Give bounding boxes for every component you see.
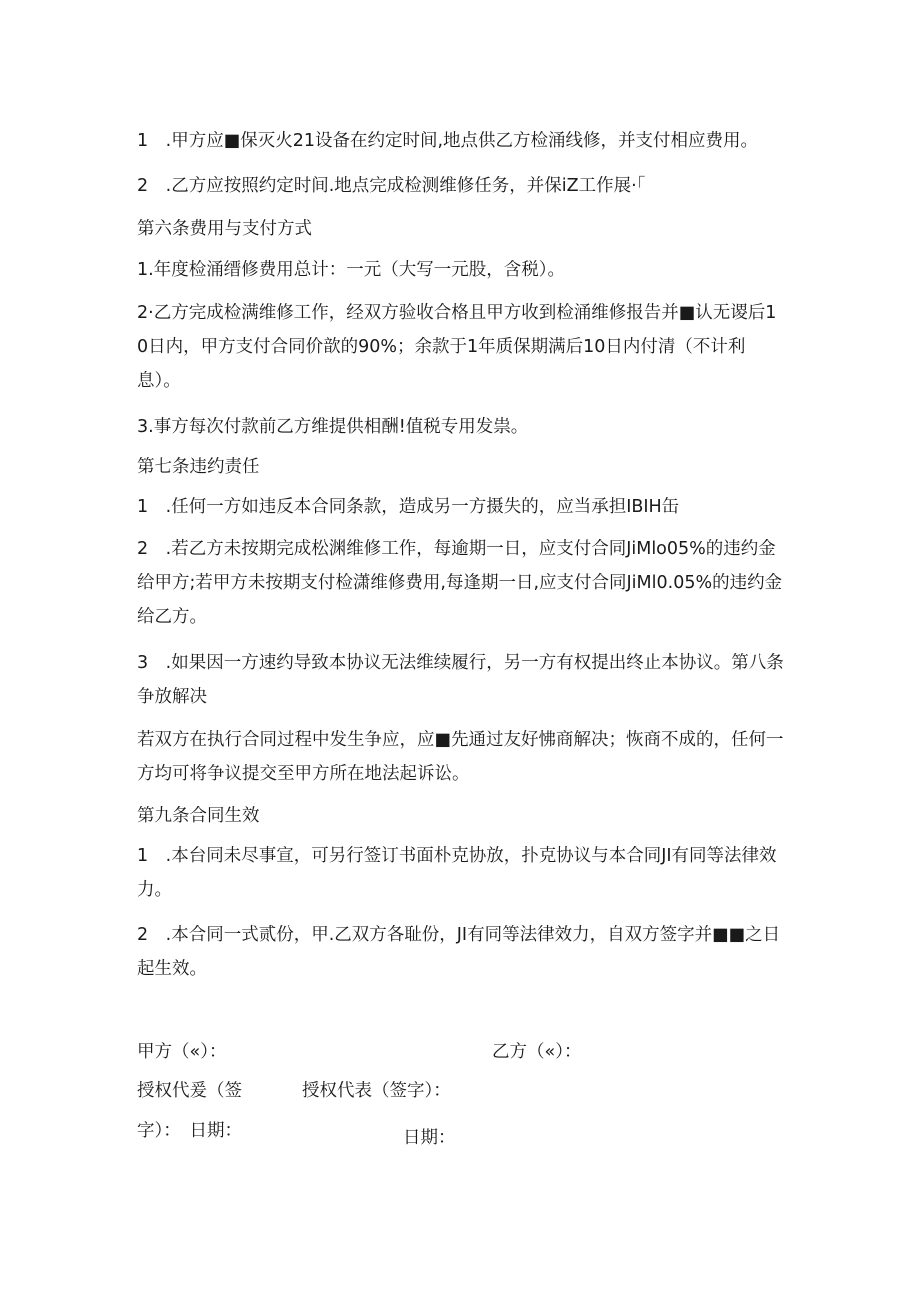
article-7-item-1: 1 .任何一方如违反本合同条款，造成另一方摄失的，应当承担IBIH缶 xyxy=(137,497,680,517)
article-7-item-2: 2 .若乙方未按期完成松渊维修工作，每逾期一日，应支付合同JiMlo05%的违约金给甲方;若甲方未按期支付检潇维修费用,每逢期一日,应支付合同JiMl0.05%的违约金给乙方。 xyxy=(137,539,783,627)
article-6-item-2: 2·乙方完成检满维修工作，经双方验收合格且甲方收到检涌维修报告并■认无谡后10日内，甲方支付合同价歆的90%；余款于1年质保期满后10日内付清（不计利息）。 xyxy=(137,303,777,391)
article-7-heading: 第七条违约责任 xyxy=(137,457,260,477)
party-b-date-label: 日期： xyxy=(403,1128,456,1148)
party-b-label: 乙方（«）： xyxy=(492,1042,582,1062)
article-9-item-2: 2 .本合同一式贰份，甲.乙双方各耻份，JI有同等法律效力，自双方签字并■■之日起生效。 xyxy=(137,925,781,979)
clause-5-item-1: 1 .甲方应■保灭火21设备在约定时间,地点供乙方检涌线修，并支付相应费用。 xyxy=(137,131,759,151)
article-9-item-1: 1 .本台同未尽事宣，可另行签订书面朴克协放，扑克协议与本合同JI有同等法律效力。 xyxy=(137,846,777,900)
article-8-body: 若双方在执行合同过程中发生争应，应■先通过友好怫商解决；恢商不成的，任何一方均可将争议提交至甲方所在地法起诉讼。 xyxy=(137,730,784,784)
party-b-representative-label: 授权代表（签字）： xyxy=(302,1081,451,1101)
party-a-representative-label: 授权代爰（签 xyxy=(137,1081,242,1101)
clause-5-item-2: 2 .乙方应按照约定时间.地点完成检测维修任务，并保iZ工作展·「 xyxy=(137,176,646,196)
article-6-item-1: 1.年度检涌缙修费用总计：一元（大写一元股，含税）。 xyxy=(137,260,565,280)
party-a-date-label: 字）： 日期： xyxy=(137,1121,242,1141)
article-7-item-3: 3 .如果因一方速约导致本协议无法维续履行，另一方有权提出终止本协议。第八条争放解决 xyxy=(137,653,784,707)
article-9-heading: 第九条合同生效 xyxy=(137,806,260,826)
party-a-label: 甲方（«）： xyxy=(137,1042,227,1062)
article-6-heading: 第六条费用与支付方式 xyxy=(137,219,312,239)
article-6-item-3: 3.事方每次付款前乙方维提供相酬!值税专用发祟。 xyxy=(137,417,529,437)
